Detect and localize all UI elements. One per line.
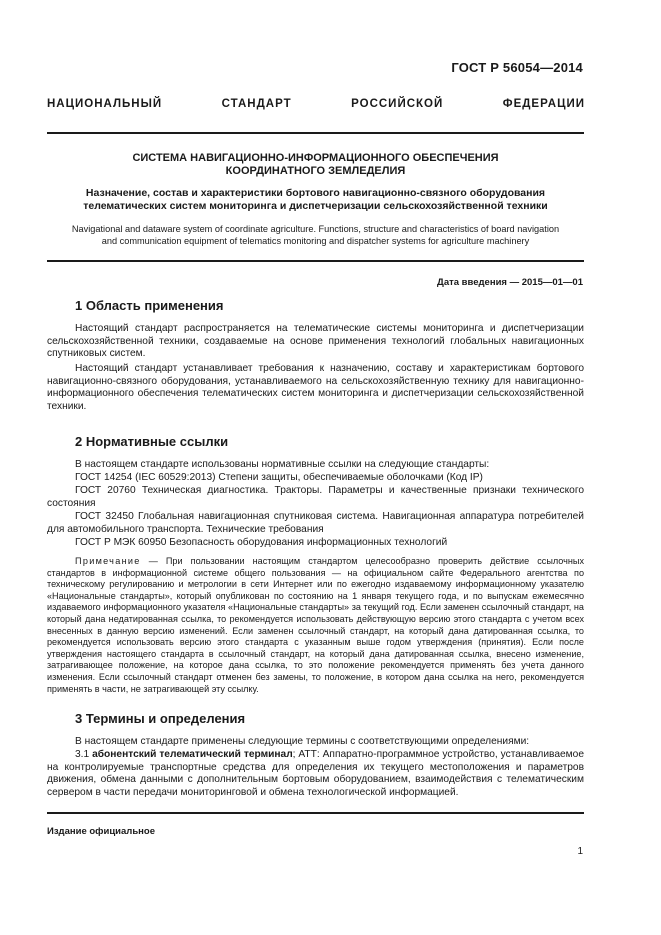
section-2-intro: В настоящем стандарте использованы нормативные ссылки на следующие стандарты: <box>75 459 490 470</box>
introduction-date: Дата введения — 2015—01—01 <box>437 277 583 288</box>
footer-rule <box>47 812 584 814</box>
title-rule <box>47 260 584 262</box>
reference-gost-r-iec-60950: ГОСТ Р МЭК 60950 Безопасность оборудования информационных технологий <box>75 537 448 548</box>
section-1-paragraph-2: Настоящий стандарт устанавливает требования к назначению, составу и характеристикам бортового навигационно-связного оборудования, устанавливаемого на сельскохозяйственную технику для навигационно-информационного обеспечения телематических систем мониторинга и диспетчеризации сельскохозяйственной техники. <box>47 363 584 412</box>
title-line-2: КООРДИНАТНОГО ЗЕМЛЕДЕЛИЯ <box>225 165 406 177</box>
section-2-heading: 2 Нормативные ссылки <box>75 434 229 449</box>
english-title <box>47 223 584 247</box>
section-3-intro: В настоящем стандарте применены следующие термины с соответствующими определениями: <box>75 736 530 747</box>
term-definition-3-1: 3.1 абонентский телематический терминал; АТТ: Аппаратно-программное устройство, устанавливаемое на контролируемые транспортные средства для определения их текущего местоположения и параметров движения, обмена данными с дополнительным бортовым оборудованием, взаимодействия с телематическим сервером в части передачи мониторинговой и обмена технологической информацией. <box>47 749 584 798</box>
official-edition-label: Издание официальное <box>47 826 155 837</box>
national-standard-banner: НАЦИОНАЛЬНЫЙ СТАНДАРТ РОССИЙСКОЙ ФЕДЕРАЦИИ <box>47 98 585 110</box>
header-rule <box>47 132 584 134</box>
section-3-heading: 3 Термины и определения <box>75 711 246 726</box>
page-number: 1 <box>577 846 583 857</box>
standard-number: ГОСТ Р 56054—2014 <box>451 60 583 75</box>
term-name: абонентский телематический терминал <box>92 749 293 760</box>
subtitle-line-1: Назначение, состав и характеристики бортового навигационно-связного оборудования <box>85 187 546 199</box>
english-title-line-2: and communication equipment of telematics monitoring and dispatcher systems for agriculture machinery <box>101 236 530 246</box>
reference-gost-14254: ГОСТ 14254 (IEC 60529:2013) Степени защиты, обеспечиваемые оболочками (Код IP) <box>75 472 483 483</box>
references-note: Примечание — При пользовании настоящим стандартом целесообразно проверить действие ссылочных стандартов в информационной системе общего пользования — на официальном сайте Федерального агентства по техническому регулированию и метрологии в сети Интернет или по ежегодно издаваемому информационному указателю «Национальные стандарты», который опубликован по состоянию на 1 января текущего года, и по выпускам ежемесячно издаваемого информационного указателя «Национальные стандарты» за текущий год. Если заменен ссылочный стандарт, на который дана недатированная ссылка, то рекомендуется использовать действующую версию этого стандарта с учетом всех внесенных в данную версию изменений. Если заменен ссылочный стандарт, на который дана датированная ссылка, то рекомендуется использовать версию этого стандарта с указанным выше годом утверждения (принятия). Если после утверждения настоящего стандарта в ссылочный стандарт, на который дана датированная ссылка, внесено изменение, затрагивающее положение, на которое дана ссылка, то это положение рекомендуется применять без учета данного изменения. Если ссылочный стандарт отменен без замены, то положение, в котором дана ссылка на него, рекомендуется применять в части, не затрагивающей эту ссылку. <box>47 556 584 694</box>
reference-gost-32450: ГОСТ 32450 Глобальная навигационная спутниковая система. Навигационная аппаратура потребителей для автомобильного транспорта. Технические требования <box>47 511 584 535</box>
title-line-1: СИСТЕМА НАВИГАЦИОННО-ИНФОРМАЦИОННОГО ОБЕСПЕЧЕНИЯ <box>132 152 499 164</box>
note-label: Примечание <box>75 556 141 566</box>
document-subtitle <box>47 187 584 213</box>
english-title-line-1: Navigational and dataware system of coordinate agriculture. Functions, structure and characteristics of board navigation <box>71 224 560 234</box>
subtitle-line-2: телематических систем мониторинга и диспетчеризации сельскохозяйственной техники <box>83 200 548 212</box>
section-1-paragraph-1: Настоящий стандарт распространяется на телематические системы мониторинга и диспетчеризации сельскохозяйственной техники, создаваемые на основе применения технологий глобальных навигационных спутниковых систем. <box>47 323 584 360</box>
document-title <box>47 152 584 178</box>
reference-gost-20760: ГОСТ 20760 Техническая диагностика. Тракторы. Параметры и качественные признаки технического состояния <box>47 485 584 509</box>
section-1-heading: 1 Область применения <box>75 298 224 313</box>
